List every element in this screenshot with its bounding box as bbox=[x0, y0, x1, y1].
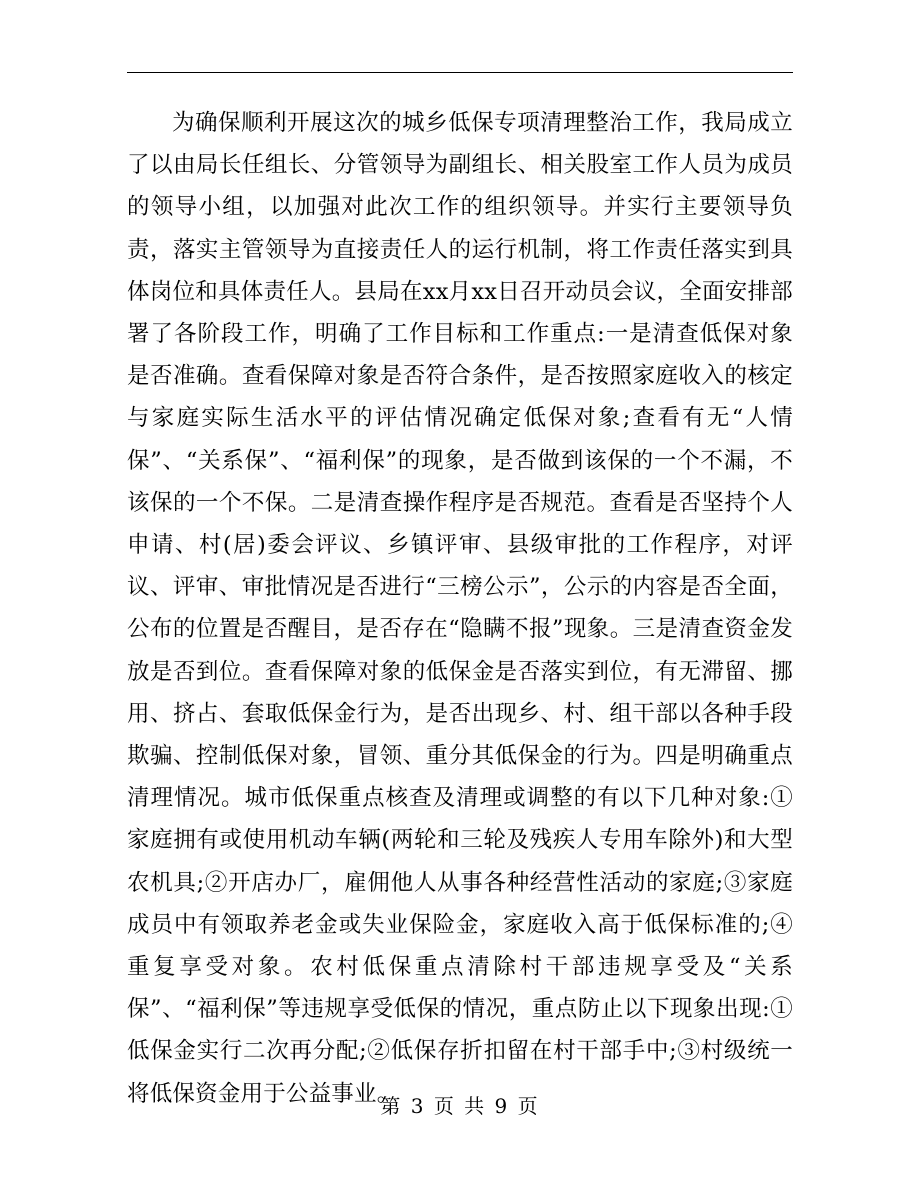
body-paragraph: 为确保顺利开展这次的城乡低保专项清理整治工作，我局成立了以由局长任组长、分管领导为副组长、相关股室工作人员为成员的领导小组，以加强对此次工作的组织领导。并实行主要领导负责，落实主管领导为直接责任人的运行机制，将工作责任落实到具体岗位和具体责任人。县局在xx月xx日召开动员会议，全面安排部署了各阶段工作，明确了工作目标和工作重点:一是清查低保对象是否准确。查看保障对象是否符合条件，是否按照家庭收入的核定与家庭实际生活水平的评估情况确定低保对象;查看有无“人情保”、“关系保”、“福利保”的现象，是否做到该保的一个不漏，不该保的一个不保。二是清查操作程序是否规范。查看是否坚持个人申请、村(居)委会评议、乡镇评审、县级审批的工作程序，对评议、评审、审批情况是否进行“三榜公示”，公示的内容是否全面，公布的位置是否醒目，是否存在“隐瞒不报”现象。三是清查资金发放是否到位。查看保障对象的低保金是否落实到位，有无滞留、挪用、挤占、套取低保金行为，是否出现乡、村、组干部以各种手段欺骗、控制低保对象，冒领、重分其低保金的行为。四是明确重点清理情况。城市低保重点核查及清理或调整的有以下几种对象:①家庭拥有或使用机动车辆(两轮和三轮及残疾人专用车除外)和大型农机具;②开店办厂，雇佣他人从事各种经营性活动的家庭;③家庭成员中有领取养老金或失业保险金，家庭收入高于低保标准的;④重复享受对象。农村低保重点清除村干部违规享受及“关系保”、“福利保”等违规享受低保的情况，重点防止以下现象出现:①低保金实行二次再分配;②低保存折扣留在村干部手中;③村级统一将低保资金用于公益事业。 bbox=[127, 110, 793, 1107]
header-rule bbox=[127, 72, 793, 73]
page-number-footer: 第 3 页 共 9 页 bbox=[380, 1094, 540, 1118]
